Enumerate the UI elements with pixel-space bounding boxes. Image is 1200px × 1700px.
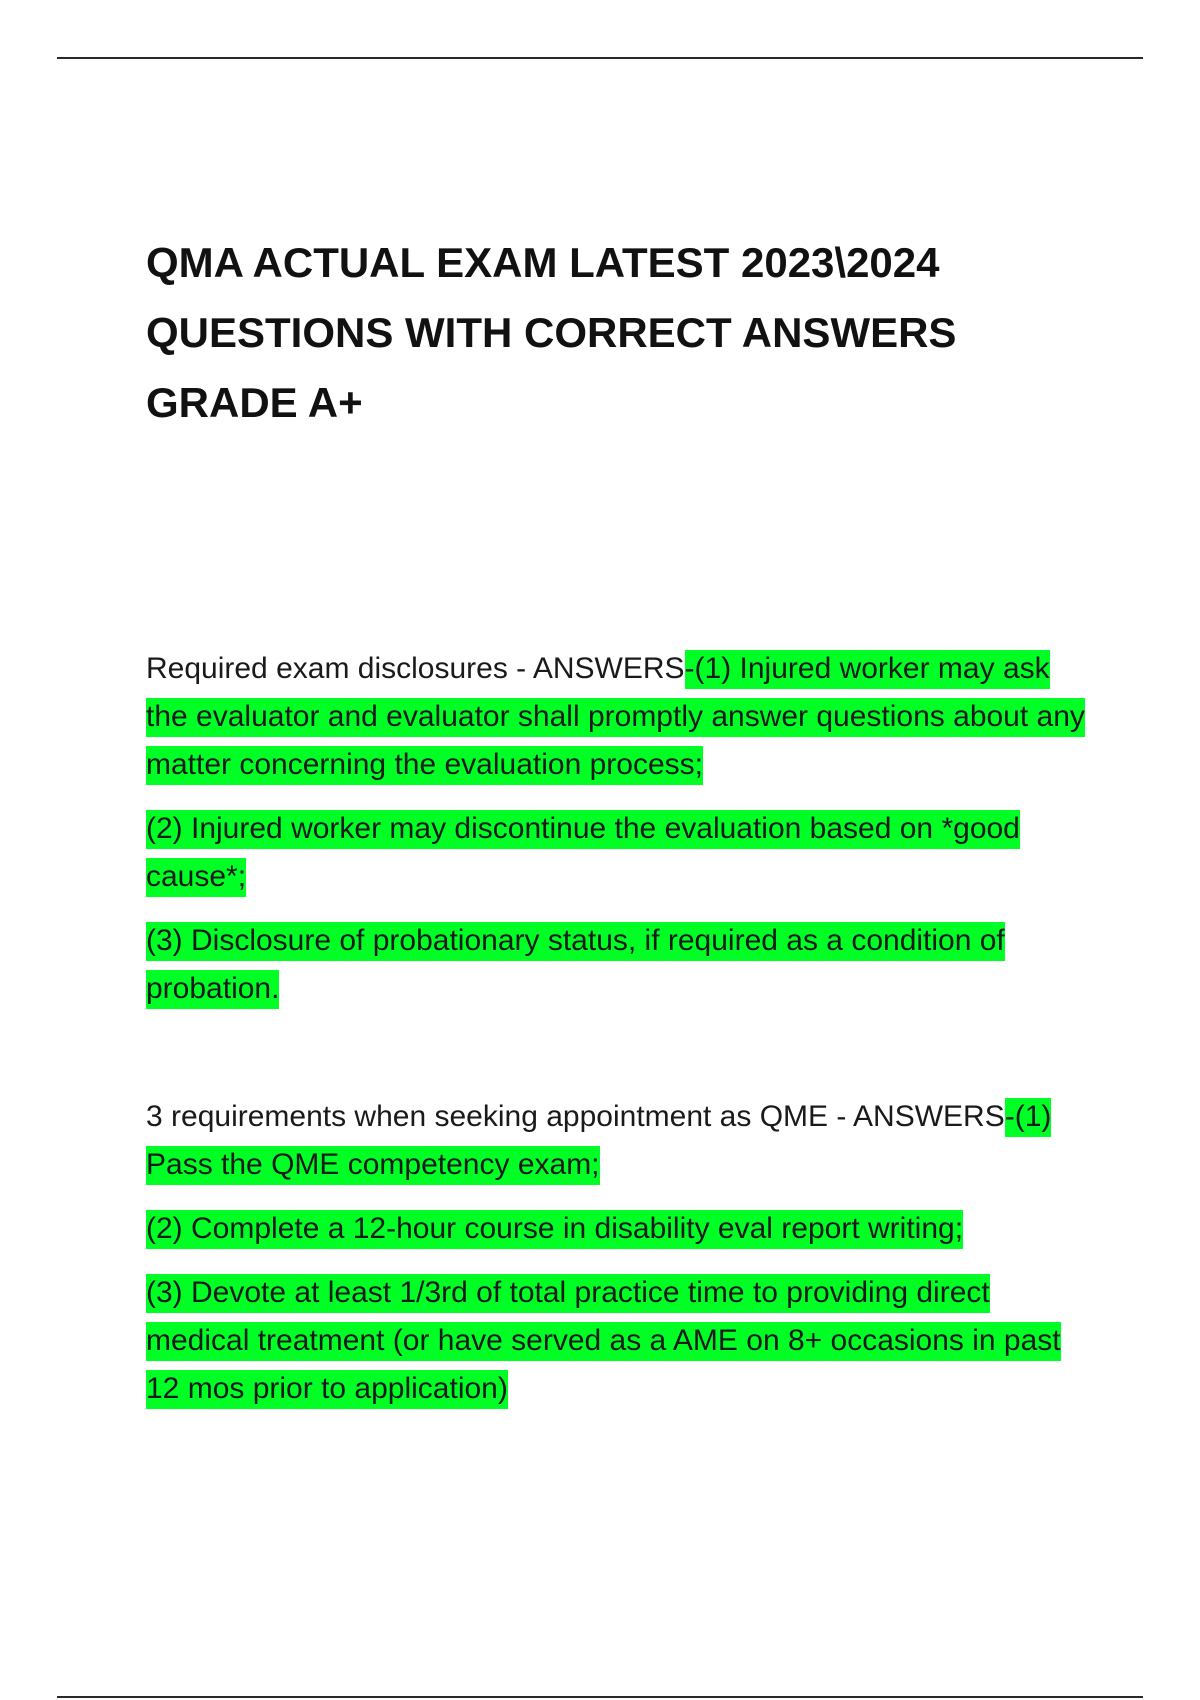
- answer-highlight: -(1) Injured worker may ask the evaluator and evaluator shall promptly answer questions about any matter concerning the evaluation process;: [146, 650, 1085, 785]
- title-line-3: GRADE A+: [146, 379, 363, 426]
- question-block-2: [146, 1093, 1086, 1429]
- answer-paragraph: [146, 805, 1086, 901]
- answer-paragraph: [146, 1205, 1086, 1253]
- top-rule: [57, 57, 1143, 59]
- document-title: [146, 228, 1106, 438]
- answer-highlight: (2) Injured worker may discontinue the evaluation based on *good cause*;: [146, 810, 1020, 897]
- question-text: Required exam disclosures - ANSWERS: [146, 652, 685, 685]
- question-text: 3 requirements when seeking appointment as QME - ANSWERS: [146, 1100, 1005, 1133]
- answer-highlight: (3) Devote at least 1/3rd of total practice time to providing direct medical treatment (or have served as a AME on 8+ occasions in past 12 mos prior to application): [146, 1274, 1061, 1409]
- answer-paragraph: [146, 1269, 1086, 1413]
- answer-highlight: -(1) Pass the QME competency exam;: [146, 1098, 1051, 1185]
- answer-paragraph: [146, 917, 1086, 1013]
- question-paragraph: [146, 1093, 1086, 1189]
- answer-highlight: (3) Disclosure of probationary status, if required as a condition of probation.: [146, 922, 1005, 1009]
- answer-highlight: (2) Complete a 12-hour course in disability eval report writing;: [146, 1210, 963, 1249]
- question-block-1: [146, 645, 1086, 1029]
- title-line-2: QUESTIONS WITH CORRECT ANSWERS: [146, 309, 957, 356]
- bottom-rule: [57, 1696, 1143, 1698]
- question-paragraph: [146, 645, 1086, 789]
- title-line-1: QMA ACTUAL EXAM LATEST 2023\2024: [146, 239, 940, 286]
